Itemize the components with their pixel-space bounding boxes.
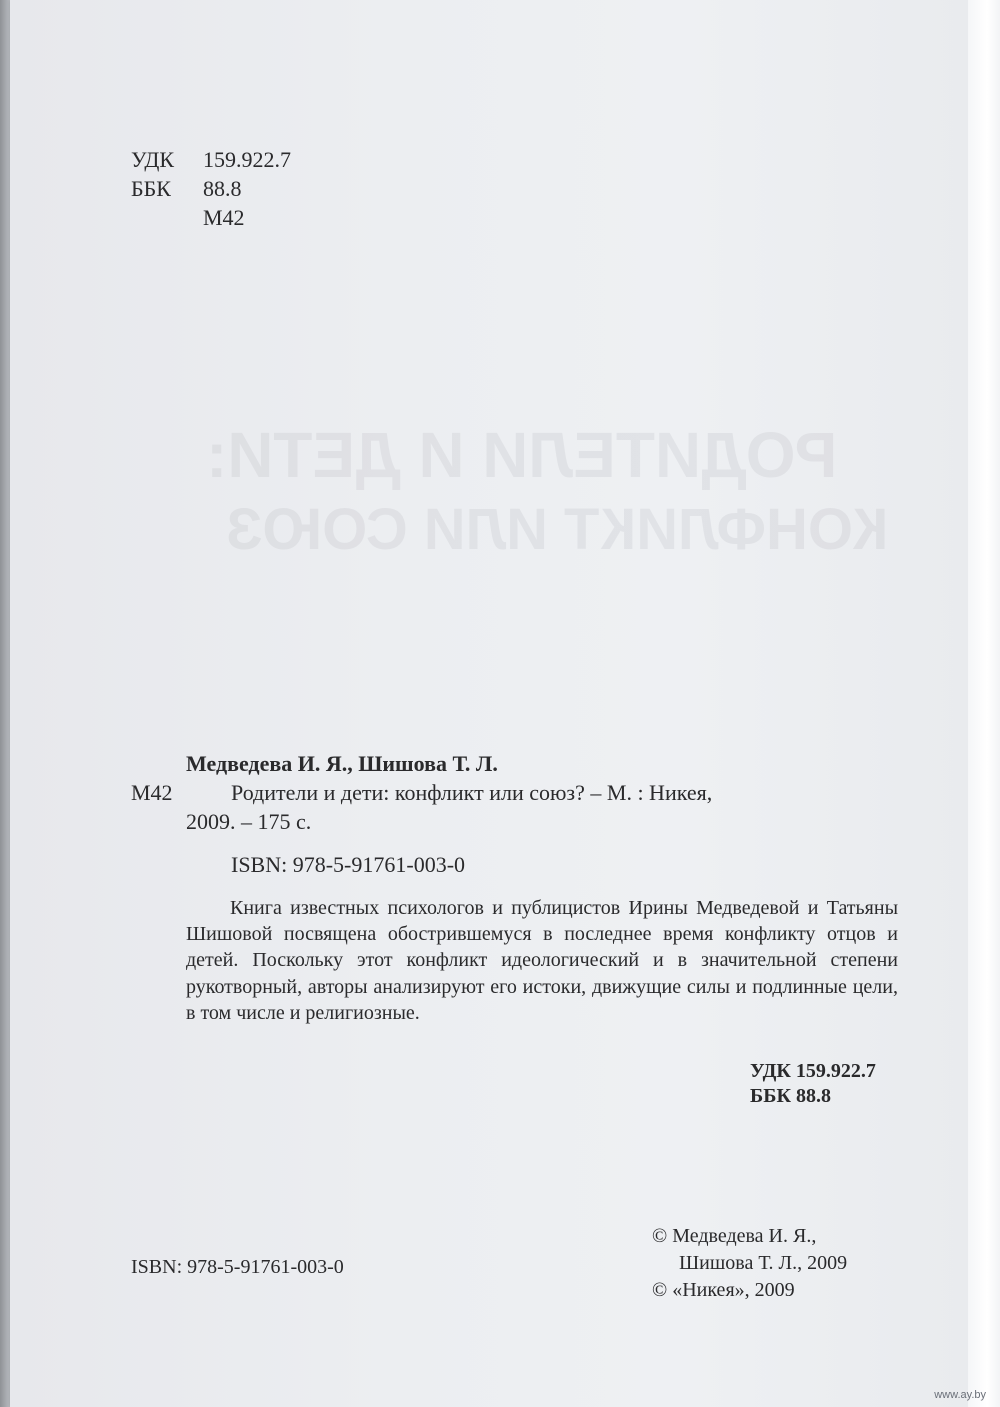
author-mark: М42 xyxy=(203,205,245,230)
copyright-line-3: © «Никея», 2009 xyxy=(652,1279,795,1301)
book-page xyxy=(10,0,968,1407)
page-right-margin xyxy=(968,0,1000,1407)
udk-code: УДК 159.922.7 xyxy=(750,1060,876,1082)
page-left-edge xyxy=(0,0,10,1407)
title-line-1: Родители и дети: конфликт или союз? – М. : Никея, xyxy=(231,780,713,805)
card-mark: М42 xyxy=(131,780,173,805)
copyright-line-1: © Медведева И. Я., xyxy=(652,1225,817,1247)
bbk-label: ББК xyxy=(131,176,171,201)
copyright-line-2: Шишова Т. Л., 2009 xyxy=(679,1252,848,1274)
bleed-through-line-2: КОНФЛИКТ ИЛИ СОЮЗ xyxy=(226,497,889,562)
bbk-code: ББК 88.8 xyxy=(750,1085,831,1107)
udk-value: 159.922.7 xyxy=(203,147,291,172)
title-line-2: 2009. – 175 с. xyxy=(186,809,312,834)
annotation: Книга известных психологов и публицистов Ирины Медведевой и Татьяны Шишовой посвящена обострившемуся в последнее время конфликту отцов и детей. Поскольку этот конфликт идеологический и в значительной степени рукотворный, авторы анализируют его истоки, движущие силы и подлинные цели, в том числе и религиозные. xyxy=(186,897,898,1024)
bleed-through-line-1: РОДИТЕЛИ И ДЕТИ: xyxy=(206,419,838,491)
bbk-value: 88.8 xyxy=(203,176,242,201)
udk-label: УДК xyxy=(131,147,175,172)
watermark: www.ay.by xyxy=(934,1389,986,1401)
footer-isbn: ISBN: 978-5-91761-003-0 xyxy=(131,1256,344,1278)
isbn: ISBN: 978-5-91761-003-0 xyxy=(231,852,466,877)
authors: Медведева И. Я., Шишова Т. Л. xyxy=(186,751,498,776)
